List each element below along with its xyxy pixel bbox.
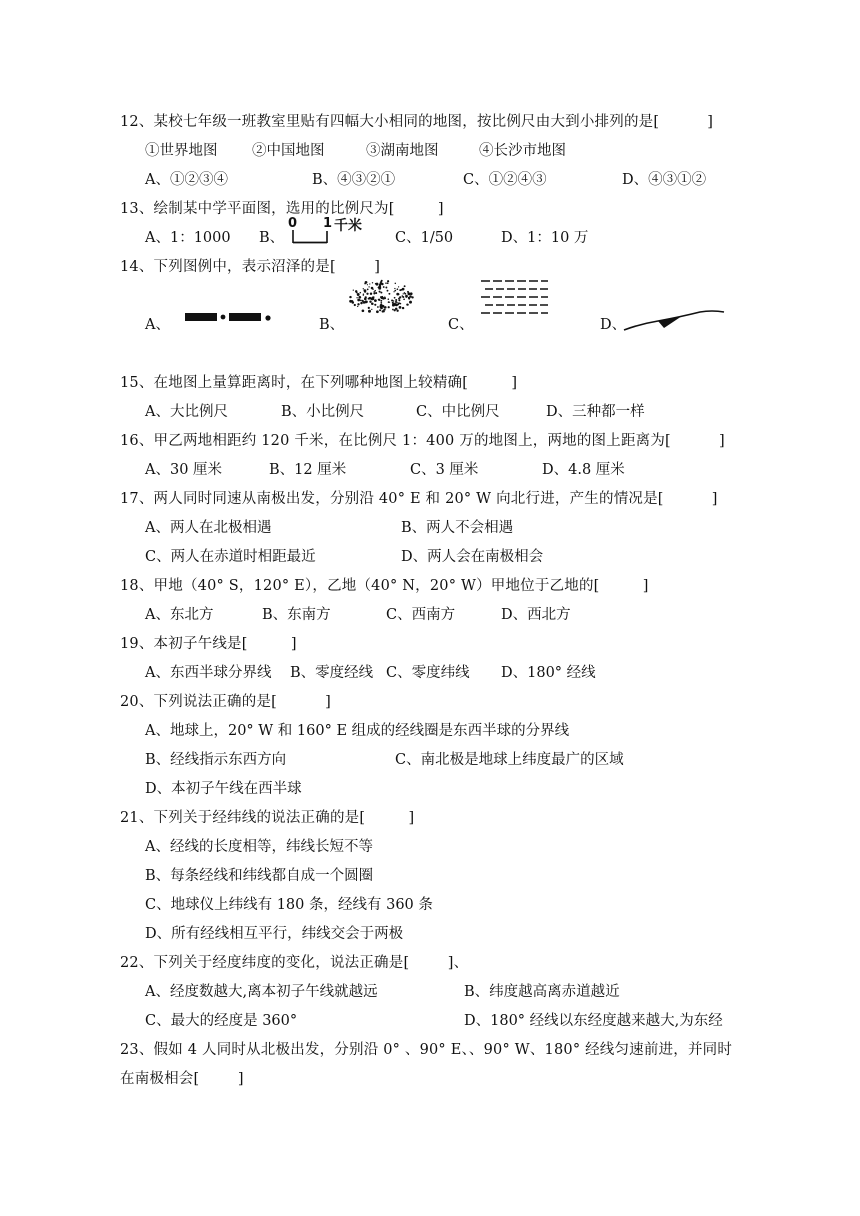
q21-option-b: B、每条经线和纬线都自成一个圆圈 [145,868,374,884]
q14-label-d: D、 [600,317,627,333]
q19-option-b: B、零度经线 [290,665,374,681]
legend-boundary-symbol [183,308,273,328]
q22-option-b: B、纬度越高离赤道越近 [464,984,620,1000]
q13-option-d: D、1：10 万 [501,230,589,246]
q17-stem: 17、两人同时同速从南极出发，分别沿 40° E 和 20° W 向北行进，产生的情况是[ ] [120,491,718,507]
legend-dotted-symbol [346,276,416,318]
q16-option-c: C、3 厘米 [410,462,479,478]
q13-option-c: C、1/50 [395,230,454,246]
q18-stem: 18、甲地（40° S，120° E），乙地（40° N，20° W）甲地位于乙地的[ ] [120,578,649,594]
q22-option-a: A、经度数越大,离本初子午线就越远 [145,984,378,1000]
q13-stem: 13、绘制某中学平面图，选用的比例尺为[ ] [120,201,444,217]
q15-option-d: D、三种都一样 [546,404,645,420]
q13-option-a: A、1：1000 [145,230,231,246]
scale-bar-zero: 0 [288,216,298,231]
q14-label-c: C、 [448,317,474,333]
q22-option-c: C、最大的经度是 360° [145,1013,298,1029]
scale-bar-line [286,216,336,246]
q16-option-a: A、30 厘米 [145,462,223,478]
q14-label-a: A、 [145,317,170,333]
q20-option-d: D、本初子午线在西半球 [145,781,302,797]
q21-option-d: D、所有经线相互平行，纬线交会于两极 [145,926,404,942]
q12-stem: 12、某校七年级一班教室里贴有四幅大小相同的地图，按比例尺由大到小排列的是[ ] [120,114,714,130]
q12-item-1: ①世界地图 [145,143,218,159]
q20-option-a: A、地球上，20° W 和 160° E 组成的经线圈是东西半球的分界线 [145,723,570,739]
q19-stem: 19、本初子午线是[ ] [120,636,297,652]
legend-dashed-symbol [480,278,552,322]
q21-option-a: A、经线的长度相等，纬线长短不等 [145,839,373,855]
q19-option-d: D、180° 经线 [501,665,596,681]
q13-option-b-label: B、 [259,230,285,246]
q14-label-b: B、 [319,317,345,333]
q12-item-3: ③湖南地图 [366,143,439,159]
scale-bar-figure [286,216,366,246]
scale-bar-unit: 千米 [334,218,362,234]
q18-option-b: B、东南方 [262,607,331,623]
scale-bar-one: 1 [323,216,333,231]
q16-option-d: D、4.8 厘米 [542,462,625,478]
q15-option-c: C、中比例尺 [416,404,500,420]
q12-option-c: C、①②④③ [463,172,547,188]
q12-item-4: ④长沙市地图 [479,143,566,159]
q20-option-c: C、南北极是地球上纬度最广的区域 [395,752,624,768]
q18-option-a: A、东北方 [145,607,214,623]
q15-option-a: A、大比例尺 [145,404,228,420]
q12-option-b: B、④③②① [312,172,396,188]
q21-option-c: C、地球仪上纬线有 180 条，经线有 360 条 [145,897,433,913]
q16-option-b: B、12 厘米 [269,462,347,478]
q15-stem: 15、在地图上量算距离时，在下列哪种地图上较精确[ ] [120,375,518,391]
legend-curve-symbol [620,306,730,336]
q23-stem-line-2: 在南极相会[ ] [120,1071,244,1087]
q20-stem: 20、下列说法正确的是[ ] [120,694,331,710]
q19-option-c: C、零度纬线 [386,665,470,681]
q20-option-b: B、经线指示东西方向 [145,752,287,768]
q12-item-2: ②中国地图 [252,143,325,159]
q15-option-b: B、小比例尺 [281,404,365,420]
q22-stem: 22、下列关于经度纬度的变化，说法正确是[ ]、 [120,955,469,971]
q17-option-a: A、两人在北极相遇 [145,520,272,536]
q16-stem: 16、甲乙两地相距约 120 千米，在比例尺 1：400 万的地图上，两地的图上距离为[ ] [120,433,725,449]
q23-stem-line-1: 23、假如 4 人同时从北极出发，分别沿 0° 、90° E、、90° W、180° 经线匀速前进，并同时 [120,1042,733,1058]
q21-stem: 21、下列关于经纬线的说法正确的是[ ] [120,810,415,826]
q22-option-d: D、180° 经线以东经度越来越大,为东经 [464,1013,723,1029]
q18-option-c: C、西南方 [386,607,456,623]
q17-option-c: C、两人在赤道时相距最近 [145,549,316,565]
q12-option-d: D、④③①② [622,172,707,188]
q12-option-a: A、①②③④ [145,172,228,188]
q17-option-b: B、两人不会相遇 [401,520,514,536]
q17-option-d: D、两人会在南极相会 [401,549,544,565]
q18-option-d: D、西北方 [501,607,571,623]
q14-stem: 14、下列图例中，表示沼泽的是[ ] [120,259,381,275]
q19-option-a: A、东西半球分界线 [145,665,272,681]
